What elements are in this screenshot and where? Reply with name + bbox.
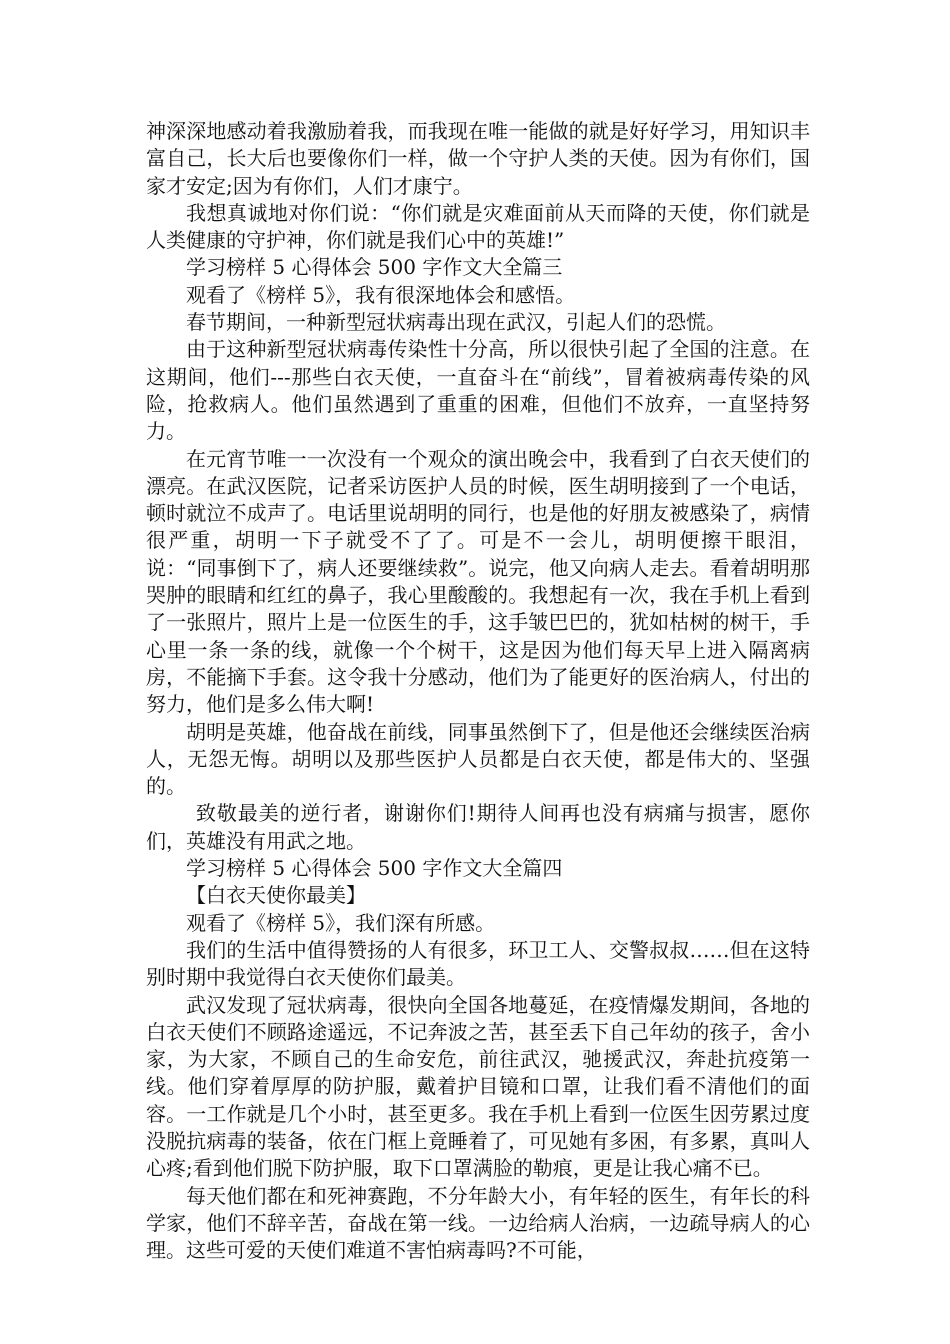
paragraph-5: 春节期间，一种新型冠状病毒出现在武汉，引起人们的恐慌。 [186, 310, 726, 335]
section-heading-3: 学习榜样 5 心得体会 500 字作文大全篇三 [186, 255, 563, 280]
paragraph-4: 观看了《榜样 5》，我有很深地体会和感悟。 [186, 282, 576, 307]
paragraph-8: 胡明是英雄，他奋战在前线，同事虽然倒下了，但是他还会继续医治病人，无怨无悔。胡明以及那些医护人员都是白衣天使，都是伟大的、坚强的。 [146, 719, 810, 799]
paragraph-14: 武汉发现了冠状病毒，很快向全国各地蔓延，在疫情爆发期间，各地的白衣天使们不顾路途遥远，不记奔波之苦，甚至丢下自己年幼的孩子，舍小家，为大家，不顾自己的生命安危，前往武汉，驰援武汉，奔赴抗疫第一线。他们穿着厚厚的防护服，戴着护目镜和口罩，让我们看不清他们的面容。一工作就是几个小时，甚至更多。我在手机上看到一位医生因劳累过度没脱抗病毒的装备，依在门框上竟睡着了，可见她有多困，有多累，真叫人心疼;看到他们脱下防护服，取下口罩满脸的勒痕，更是让我心痛不已。 [146, 992, 810, 1181]
paragraph-7: 在元宵节唯一一次没有一个观众的演出晚会中，我看到了白衣天使们的漂亮。在武汉医院，记者采访医护人员的时候，医生胡明接到了一个电话，顿时就泣不成声了。电话里说胡明的同行，也是他的好朋友被感染了，病情很严重，胡明一下子就受不了了。可是不一会儿，胡明便擦干眼泪，说：“同事倒下了，病人还要继续救”。说完，他又向病人走去。看着胡明那哭肿的眼睛和红红的鼻子，我心里酸酸的。我想起有一次，我在手机上看到了一张照片，照片上是一位医生的手，这手皱巴巴的，犹如枯树的树干，手心里一条一条的线，就像一个个树干，这是因为他们每天早上进入隔离病房，不能摘下手套。这令我十分感动，他们为了能更好的医治病人，付出的努力，他们是多么伟大啊! [146, 446, 810, 717]
document-page [146, 118, 810, 1264]
paragraph-9: 致敬最美的逆行者，谢谢你们!期待人间再也没有病痛与损害，愿你们，英雄没有用武之地。 [146, 801, 810, 853]
paragraph-6: 由于这种新型冠状病毒传染性十分高，所以很快引起了全国的注意。在这期间，他们---那些白衣天使，一直奋斗在“前线”，冒着被病毒传染的风险，抢救病人。他们虽然遇到了重重的困难，但他们不放弃，一直坚持努力。 [146, 337, 810, 444]
essay-title: 【白衣天使你最美】 [186, 883, 366, 908]
paragraph-2: 我想真诚地对你们说：“你们就是灾难面前从天而降的天使，你们就是人类健康的守护神，你们就是我们心中的英雄!” [146, 200, 810, 253]
paragraph-13: 我们的生活中值得赞扬的人有很多，环卫工人、交警叔叔……但在这特别时期中我觉得白衣天使你们最美。 [146, 937, 810, 990]
paragraph-15: 每天他们都在和死神赛跑，不分年龄大小，有年轻的医生，有年长的科学家，他们不辞辛苦，奋战在第一线。一边给病人治病，一边疏导病人的心理。这些可爱的天使们难道不害怕病毒吗?不可能， [146, 1183, 810, 1263]
paragraph-12: 观看了《榜样 5》，我们深有所感。 [186, 910, 496, 935]
paragraph-1: 神深深地感动着我激励着我，而我现在唯一能做的就是好好学习，用知识丰富自己，长大后也要像你们一样，做一个守护人类的天使。因为有你们，国家才安定;因为有你们，人们才康宁。 [146, 119, 810, 198]
section-heading-4: 学习榜样 5 心得体会 500 字作文大全篇四 [186, 856, 563, 881]
